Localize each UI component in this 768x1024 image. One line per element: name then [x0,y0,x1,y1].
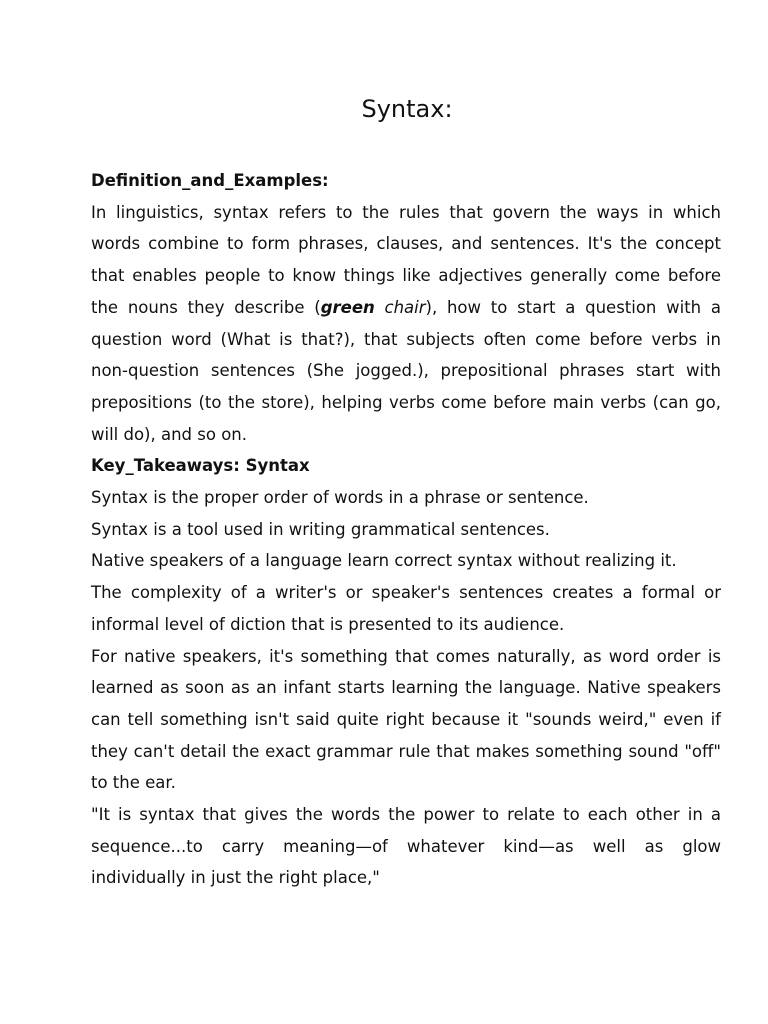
takeaway-paragraph: The complexity of a writer's or speaker's sentences creates a formal or informal level of diction that is presented to its audience. [91,583,721,634]
definition-text-before: In linguistics, syntax refers to the rules that govern the ways in which words combine to form phrases, clauses, and sentences. It's the concept that enables people to know things like adjectives generally come before the nouns they describe ( [91,202,721,317]
takeaway-paragraph: Syntax is the proper order of words in a phrase or sentence. [91,488,589,508]
section-heading-key-takeaways: Key_Takeaways: Syntax [91,456,310,476]
definition-paragraph [91,197,721,451]
quote-paragraph: "It is syntax that gives the words the power to relate to each other in a sequence...to carry meaning—of whatever kind—as well as glow individually in just the right place," [91,805,721,888]
document-page [91,90,721,894]
takeaway-paragraph: Syntax is a tool used in writing grammatical sentences. [91,519,550,539]
section-heading-definition: Definition_and_Examples: [91,171,329,190]
takeaway-paragraph: Native speakers of a language learn correct syntax without realizing it. [91,551,677,571]
page-title: Syntax: [361,95,453,123]
example-phrase [321,298,426,317]
takeaway-paragraph: For native speakers, it's something that comes naturally, as word order is learned as soon as an infant starts learning the language. Native speakers can tell something isn't said quite right because it "sounds weird," even if they can't detail the exact grammar rule that makes something sound "off" to the ear. [91,646,721,793]
example-rest-word: chair [374,297,426,317]
definition-text-after: ), how to start a question with a question word (What is that?), that subjects often come before verbs in non-question sentences (She jogged.), prepositional phrases start with prepositions (to the store), helping verbs come before main verbs (can go, will do), and so on. [91,297,721,444]
example-bold-word: green [320,297,375,317]
